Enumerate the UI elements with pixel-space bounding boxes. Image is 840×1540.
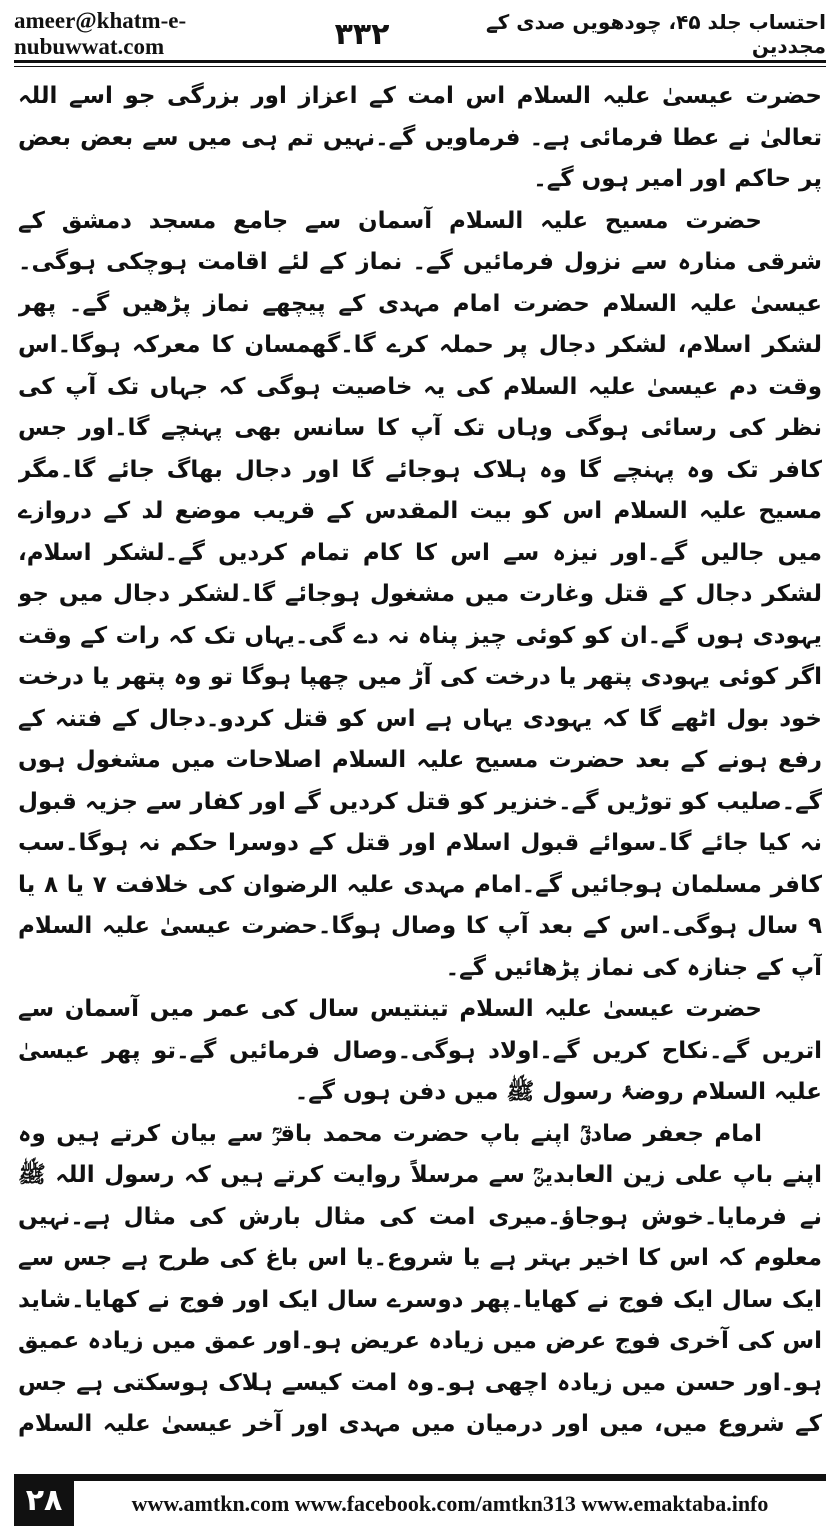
footer-right xyxy=(74,1474,826,1526)
paragraph-2: حضرت مسیح علیہ السلام آسمان سے جامع مسجد دمشق کے شرقی منارہ سے نزول فرمائیں گے۔ نماز کے لئے اقامت ہوچکی ہوگی۔عیسیٰ علیہ السلام حضرت امام مہدی کے پیچھے نماز پڑھیں گے۔ پھر لشکر اسلام، لشکر دجال پر حملہ کرے گا۔گھمسان کا معرکہ ہوگا۔اس وقت دم عیسیٰ علیہ السلام کی یہ خاصیت ہوگی کہ جہاں تک آپ کی نظر کی رسائی ہوگی وہاں تک آپ کا سانس بھی پہنچے گا۔اور جس کافر تک وہ پہنچے گا وہ ہلاک ہوجائے گا اور دجال بھاگ جائے گا۔مگر مسیح علیہ السلام اس کو بیت المقدس کے قریب موضع لد کے دروازے میں جالیں گے۔اور نیزہ سے اس کا کام تمام کردیں گے۔لشکر اسلام، لشکر دجال کے قتل وغارت میں مشغول ہوجائے گا۔لشکر دجال میں جو یہودی ہوں گے۔ان کو کوئی چیز پناہ نہ دے گی۔یہاں تک کہ رات کے وقت اگر کوئی یہودی پتھر یا درخت کی آڑ میں چھپا ہوگا تو وہ پتھر یا درخت خود بول اٹھے گا کہ یہودی یہاں ہے اس کو قتل کردو۔دجال کے فتنہ کے رفع ہونے کے بعد حضرت مسیح علیہ السلام اصلاحات میں مشغول ہوں گے۔صلیب کو توڑیں گے۔خنزیر کو قتل کردیں گے اور کفار سے جزیہ قبول نہ کیا جائے گا۔سوائے قبول اسلام اور قتل کے دوسرا حکم نہ ہوگا۔سب کافر مسلمان ہوجائیں گے۔امام مہدی علیہ الرضوان کی خلافت ۷ یا ۸ یا ۹ سال ہوگی۔اس کے بعد آپ کا وصال ہوگا۔حضرت عیسیٰ علیہ السلام آپ کے جنازہ کی نماز پڑھائیں گے۔ xyxy=(18,207,822,981)
page-header xyxy=(14,8,826,59)
page-footer xyxy=(14,1474,826,1526)
footer-links: www.amtkn.com www.facebook.com/amtkn313 www.emaktaba.info xyxy=(131,1490,769,1516)
header-rule xyxy=(14,60,826,63)
footer-page-number: ۲۸ xyxy=(14,1474,74,1526)
header-right xyxy=(335,10,826,58)
body-text xyxy=(18,76,822,1452)
paragraph-1: حضرت عیسیٰ علیہ السلام اس امت کے اعزاز اور بزرگی جو اسے اللہ تعالیٰ نے عطا فرمائی ہے۔ فرماویں گے۔نہیں تم ہی میں سے بعض بعض پر حاکم اور امیر ہوں گے۔ xyxy=(18,83,822,192)
paragraph-3: حضرت عیسیٰ علیہ السلام تینتیس سال کی عمر میں آسمان سے اتریں گے۔نکاح کریں گے۔اولاد ہوگی۔وصال فرمائیں گے۔تو پھر عیسیٰ علیہ السلام روضۂ رسول ﷺ میں دفن ہوں گے۔ xyxy=(18,996,822,1105)
header-title: احتساب جلد ۴۵، چودھویں صدی کے مجددین xyxy=(485,10,826,58)
header-page-number: ۳۳۲ xyxy=(334,16,390,52)
header-rule-thin xyxy=(14,66,826,67)
header-email: ameer@khatm-e-nubuwwat.com xyxy=(14,8,187,59)
footer-rule xyxy=(74,1474,826,1481)
paragraph-4: امام جعفر صادقؒ اپنے باپ حضرت محمد باقرؒ سے بیان کرتے ہیں وہ اپنے باپ علی زین العابدینؒ سے مرسلاً روایت کرتے ہیں کہ رسول اللہ ﷺ نے فرمایا۔خوش ہوجاؤ۔میری امت کی مثال بارش کی مثال ہے۔نہیں معلوم کہ اس کا اخیر بہتر ہے یا شروع۔یا اس باغ کی طرح ہے جس سے ایک سال ایک فوج نے کھایا۔پھر دوسرے سال ایک اور فوج نے کھایا۔شاید اس کی آخری فوج عرض میں زیادہ عریض ہو۔اور عمق میں زیادہ عمیق ہو۔اور حسن میں زیادہ اچھی ہو۔وہ امت کیسے ہلاک ہوسکتی ہے جس کے شروع میں، میں اور درمیان میں مہدی اور آخر عیسیٰ علیہ السلام xyxy=(18,1120,822,1437)
